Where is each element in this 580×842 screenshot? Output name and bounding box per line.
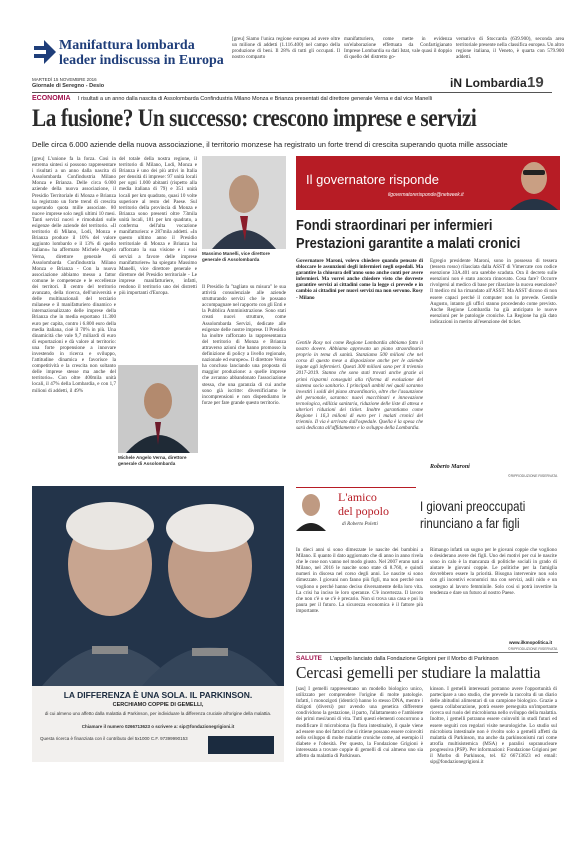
- governatore-answer-2: Egregio presidente Maroni, sono in possesso di tessera (tessera rosso) rilasciata dalla ASST di Vimercate con codice esenzione 33A.401 ora sarebbe scaduta. Ora il decreto sulle esenzioni non è stato ancora rinnovato. Cosa fare? Occorre rivolgersi al medico di base per rilasciare la nuova esenzione? Il medico mi ha rimandato all'ASST. Ma ASST dicono di non essere capaci perché il computer non lo prevede. Gentile Augusto, intanto gli uffici stanno procedendo come previsto. Anche Regione Lombardia ha già anticipato le nuove esenzioni per le patologie croniche. La Regione ha già dato indicazioni in merito all'esenzione del ticket.: [430, 258, 557, 325]
- section-title: iN Lombardia: [450, 76, 527, 90]
- economia-col-3: Il Presidio fa "tagliato su misura" le sua attività consulenziale alle aziende strutturando servizi che le possano accompagnare nel rapporto con gli Enti e la Pubblica Amministrazione. Sono stati creati nuovi strutture, come Assolombarda Servizi, dedicate alle esigenze delle nostre imprese. Il Presidio ha inoltre rafforzato la rappresentanza del territorio di Monza e Brianza attraverso azioni che hanno promosso la definizione di policy a livello regionale, nazionale ed europeo». Il direttore Verna ha concluso lanciando una proposta di maggior produzione: a quelle imprese che avranno abbandonato l'associazione stessa, che una garanzia di cui anche sono già iscritte: diversificiamo le incomprensioni e non dispendiamo le forze per fare grande questo territorio.: [202, 284, 286, 406]
- parkinson-ad: [32, 486, 284, 762]
- governatore-headline-2: Prestazioni garantite a malati cronici: [296, 235, 521, 252]
- amico-title-1: L'amico: [338, 490, 377, 504]
- salute-rule: [296, 652, 558, 653]
- governatore-email: ilgovernatorerisponde@netweek.it: [388, 192, 464, 198]
- economia-col-1: [greu] L'unione fa la forza. Così in estrema sintesi si possono rappresentare i risultati a un anno dalla nascita di Assolombarda Confindustria Milano Monza e Brianza. Delle circa 6.000 aziende della nuova associazione, il Presidio Territoriale di Monza e Brianza ha registrato un forte trend di crescita superando quota mille associate. 80 nuove imprese solo negli ultimi 10 mesi. Tanti servizi nuovi e rimodulati sulle esigenze delle aziende del territorio. «Il territorio di Milano, Lodi, Monza e Brianza produce il 10% del valore aggiunto lombardo e il 13% di quello italiano» ha affermato Michele Angelo Verna, direttore generale di Assolombarda Confindustria Milano Monza e Brianza - Con la nuova associazione abbiamo messo a fattor comune le competenze e le eccellenze dei territori. Il centro del territorio avanzato, della ricerca, dell'università e delle multinazionali del terziario milanese e il manifatturiero dinamico e internazionalizzato delle imprese della Brianza che in media esportano 11.300 euro per capita, contro i 6.800 euro della media italiana, cioè il 70% in più. Una dinamicità che vale 9,7 miliardi di euro di esportazioni e dà valore al territorio: una forte propensione a innovare investendo in ricerca e sviluppo, l'attitudine dinamica e favorisce la competitività e la crescita non soltanto delle imprese stesse ma anche del territorio». Con oltre 400mila unità locali, il 47% della Lombardia, e con 1,7 milioni di addetti, il 49%: [32, 156, 116, 394]
- ad-subtitle: di cui almeno uno affetto dalla malattia di Parkinson, per individuare la differenza cruciale all'origine della malattia.: [44, 711, 272, 716]
- ad-contact: Chiamare il numero 0266713623 o scrivere a: sip@fondazionegrigioni.it: [81, 724, 235, 729]
- governatore-headline-1: Fondi straordinari per infermieri: [296, 217, 493, 234]
- economia-col-2: del totale della nostra regione, il territorio di Milano, Lodi, Monza e Brianza è uno dei più attivi in Italia per densità di imprese: 97 unità locali per ogni 1.000 abitanti (rispetto alla media italiana di 79) e 351 unità locali per km quadrato, quasi 10 volte superiore al resto del Paese. Sul territorio della provincia di Monza e Brianza sono presenti oltre 73mila unità locali, 181 per km quadrato, a conferma dell'alta vocazione manifatturiera: e 287mila addetti. «In questo ultimo anno il Presidio territoriale di Monza e Brianza ha rafforzato la sua visione e i suoi servizi a favore delle imprese manifatturiere» ha spiegato Massimo Manelli, vice direttore generale e direttore del Presidio territoriale - Le imprese manifatturiere, infatti, rendono il territorio uno dei distretti più importanti d'Europa.: [119, 156, 197, 297]
- salute-headline: Cercasi gemelli per studiare la malattia: [296, 663, 541, 682]
- economia-subhead: Delle circa 6.000 aziende della nuova associazione, il territorio monzese ha registrato un forte trend di crescita superando quota mille associate: [32, 140, 508, 149]
- amico-body-2: Rimango infatti un sogno per le giovani coppie che vogliono o desiderano avere dei figli. Uno dei motivi per cui le nascite sono in calo è la mancanza di politiche sociali in grado di aiutare le giovani coppie. Le politiche per la famiglia dovrebbero essere la priorità. Bisogna intervenire non solo con gli incentivi economici ma con servizi, asili nido e un sostegno al lavoro femminile. Solo così si potrà invertire la tendenza e dare un futuro al nostro Paese.: [430, 547, 557, 596]
- ad-cta: Questa ricerca è finanziata con il contributo del 5x1000 C.F. 97399990153: [40, 736, 188, 741]
- amico-body: In dieci anni si sono dimezzate le nascite dei bambini a Milano. E quanto il dato aggiornato che di anno in anno rivela che le cose non vanno nel modo giusto. Nel 2007 erano nati a Milano, nel 2016 le nascite sono state di 8.760, e quindi numeri in discesa nel corso degli anni. Le nascite si sono dimezzate. I giovani non fanno più figli, ma non perché non vogliono o perché hanno deciso diversamente della loro vita. La crisi ha inciso le loro speranze. C'è incertezza. Il lavoro che non c'è o se c'è è precario. Non si trova una casa e poi la paura per il futuro. La sicurezza economica è il fattore più importante.: [296, 547, 423, 614]
- salute-col-2: kinson. I gemelli interessati potranno avere l'opportunità di partecipare a uno studio, che prevede la raccolta di un diario delle abitudini alimentari di un campione biologico. Grazie a questa collaborazione, potrà essere perseguita un'importante ricerca sul ruolo del microbioma nello sviluppo della malattia. Inoltre, i gemelli potranno essere coinvolti in studi futuri ed essere seguiti con regolari visite neurologiche. Lo studio sul microbiota intestinale non è rivolto solo a gemelli affetti da malattia di Parkinson, ma anche da parkinsonismi rari come atrofia multisistemica (MSA) e paralisi sopranucleare progressiva (PSP). Per informazioni: Fondazione Grigioni per il Morbo di Parkinson, tel. 02 66713623 ed email: sip@fondazionegrigioni.it: [430, 686, 557, 766]
- ad-slogan: LA DIFFERENZA È UNA SOLA. IL PARKINSON.: [63, 690, 253, 700]
- amico-headline-1: I giovani preoccupati: [420, 498, 526, 514]
- top-col-3: vernativo di Stoccarda (639.900), seconda area territoriale presente nella classifica europea. Un altro regione italiana, il Veneto, è quarta con 579.900 addetti.: [456, 36, 564, 61]
- verna-caption: Michele Angelo Verna, direttore generale di Assolombarda: [118, 455, 187, 466]
- governatore-banner-title: Il governatore risponde: [306, 172, 439, 187]
- top-col-1: [greu] Siamo l'unica regione europea ad avere oltre un milione di addetti (1.116.400) nel campo della produzione di beni. Il 28% di tutti gli occupati. Il nostro comparto: [232, 36, 340, 61]
- governatore-credit: ©RIPRODUZIONE RISERVATA: [508, 474, 558, 478]
- governatore-signature: Roberto Maroni: [430, 464, 470, 470]
- header-rule: [32, 92, 552, 93]
- logo-subtitle: leader indiscussa in Europa: [59, 53, 224, 68]
- ad-brand-logo: [208, 736, 274, 754]
- issue-date: MARTEDÌ 15 NOVEMBRE 2016: [32, 77, 97, 82]
- top-col-2: manifatturiero, come mette in evidenza un'elaborazione effettuata da Confartigianato Imprese Lombardia su dati Istat, vale quasi il doppio di quello del distretto go-: [344, 36, 452, 61]
- verna-photo: [118, 365, 198, 453]
- amico-credit: ©RIPRODUZIONE RISERVATA: [508, 647, 558, 651]
- amico-banner: [296, 487, 416, 538]
- salute-tag: SALUTE: [296, 655, 322, 662]
- columnist-photo: [296, 491, 326, 531]
- arrow-logo-icon: [34, 40, 56, 64]
- governatore-banner: [296, 156, 560, 210]
- ad-title: CERCHIAMO COPPIE DI GEMELLI,: [112, 702, 204, 708]
- economia-headline: La fusione? Un successo: crescono imprese e servizi: [32, 105, 477, 132]
- amico-headline-2: rinunciano a far figli: [420, 515, 520, 531]
- governatore-portrait: [506, 156, 560, 210]
- paper-name: Giornale di Seregno - Desio: [32, 83, 105, 89]
- amico-link[interactable]: www.ilkmopolitica.it: [509, 640, 553, 645]
- ad-bottom: [32, 686, 284, 762]
- page-number: 19: [527, 74, 544, 91]
- manelli-photo: [202, 156, 286, 249]
- salute-col-1: [sas] I gemelli rappresentano un modello biologico unico, utilizzato per comprendere l'origine di molte patologie. Infatti, i monozigoti (identici) hanno lo stesso DNA, mentre i dizigoti (diversi) pur avendo una genetica differente condividono la gestazione, il parto, l'allattamento e l'ambiente dei primi mesi/anni di vita. Tutti questi elementi concorrono a modificare il microbioma (la flora intestinale), il quale viene ad essere uno dei fattori che si ritiene possano essere coinvolti nello sviluppo di molte malattie croniche come, ad esempio il diabete e l'obesità. Per questo, la Fondazione Grigioni è interessata a trovare coppie di gemelli di cui almeno uno sia affetto da malattia di Parkinson.: [296, 686, 423, 760]
- logo-title: Manifattura lombarda: [59, 38, 195, 53]
- top-logo: [34, 38, 234, 68]
- amico-byline: di Roberto Poletti: [342, 522, 378, 527]
- salute-kicker: L'appello lanciato dalla Fondazione Grigioni per il Morbo di Parkinson: [330, 656, 499, 662]
- governatore-answer: Gentile Rosy noi come Regione Lombardia abbiamo fatto il nostro dovere. Abbiamo approvato un piano straordinario proprio in tema di sanità. Stanziamo 500 milioni che nel corso di questo mese a disposizione anche per le aziende legate agli infermieri. Questi 300 milioni sono per il triennio 2017-2019. Stanno che sono stati trovati anche grazie ai primi risparmi conseguiti alla riforma di evoluzione del sistema socio sanitario. I principali ambiti nei quali saranno investiti i soldi del piano straordinario, oltre che l'assunzione del personale, saranno: nuovi macchinari e innovazione tecnologica, edilizia sanitaria, riduzione delle liste di attesa e ulteriori riduzioni dei ticket. Inoltre garantiamo come Regione i 16,3 milioni di euro per i malati cronici del triennio. Il via è arrivato dall'ospedale. Quella è la spesa che sarà dedicata all'affidamento e lo sviluppo della Lombardia.: [296, 340, 423, 432]
- governatore-question: Governatore Maroni, volevo chiedere quando pensate di sbloccare le assunzioni degli infermieri negli ospedali. Ma garantire la chiusura dell'anno sono anche conti per avere infermieri. Ma vorrei anche chiedere visto che dovreste garantire servizi ai cittadini come la legge ci prevede e in cambio ai cittadini per nuovi servizi ma non servono. Rosy - Milano: [296, 258, 423, 301]
- twins-photo: [32, 486, 284, 686]
- economia-tag: ECONOMIA: [32, 95, 71, 102]
- economia-kicker: I risultati a un anno dalla nascita di Assolombarda Confindustria Milano Monza e Brianza presentati dal direttore generale Verna e dal vice Manelli: [78, 96, 433, 102]
- amico-title-2: del popolo: [338, 504, 389, 518]
- manelli-caption: Massimo Manelli, vice direttore generale di Assolombarda: [202, 251, 270, 262]
